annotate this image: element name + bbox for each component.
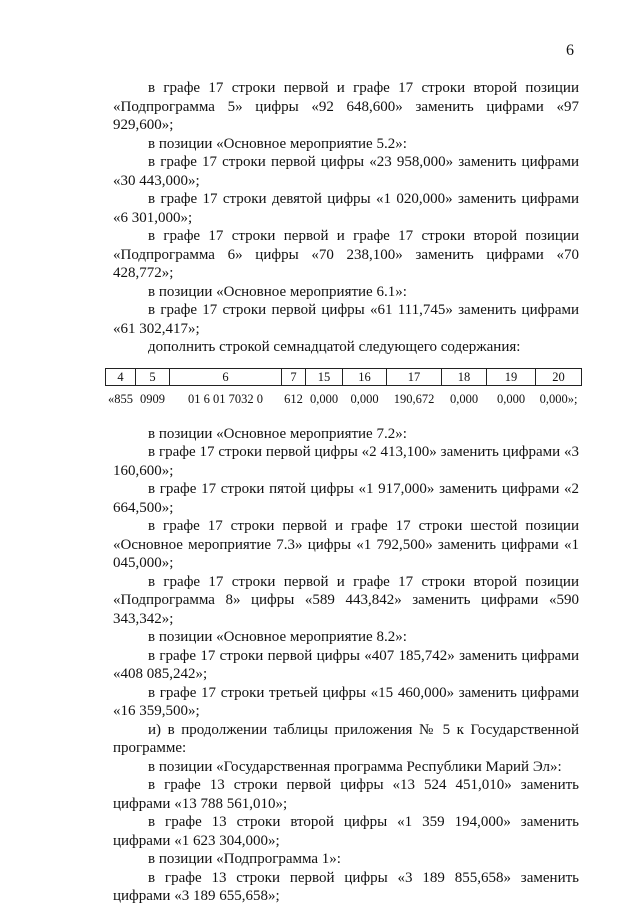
page-number: 6 [566, 42, 574, 59]
table-cell: 0,000 [449, 391, 479, 406]
paragraph: в графе 17 строки первой и графе 17 строки шестой позиции «Основное мероприятие 7.3» цифры «1 792,500» заменить цифрами «1 045,000»; [113, 518, 579, 571]
table-row [106, 385, 582, 412]
paragraph: в графе 17 строки третьей цифры «15 460,000» заменить цифрами «16 359,500»; [113, 684, 579, 719]
paragraph: в позиции «Основное мероприятие 5.2»: [148, 135, 407, 152]
table-header-cell: 20 [536, 368, 582, 385]
paragraphs-after [113, 425, 579, 906]
table-cell: 0,000»; [539, 391, 578, 406]
table-header-cell: 4 [106, 368, 136, 385]
paragraph: в графе 13 строки первой цифры «13 524 451,010» заменить цифрами «13 788 561,010»; [113, 777, 579, 812]
table-header-cell: 15 [306, 368, 343, 385]
budget-table [105, 368, 582, 412]
table-cell: 0,000 [496, 391, 526, 406]
table-cell: 01 6 01 7032 0 [188, 391, 263, 406]
paragraph: в позиции «Подпрограмма 1»: [148, 851, 341, 867]
paragraph: дополнить строкой семнадцатой следующего содержания: [148, 339, 521, 355]
paragraph: в графе 17 строки первой и графе 17 строки второй позиции «Подпрограмма 5» цифры «92 648,600» заменить цифрами «97 929,600»; [113, 80, 579, 133]
paragraph: в графе 17 строки первой цифры «61 111,745» заменить цифрами «61 302,417»; [113, 302, 579, 337]
paragraph: в позиции «Основное мероприятие 6.1»: [148, 283, 407, 300]
paragraph: в графе 17 строки первой цифры «407 185,742» заменить цифрами «408 085,242»; [113, 647, 579, 682]
table-header-cell: 6 [170, 368, 282, 385]
paragraphs-before [113, 79, 579, 357]
table-header-cell: 16 [343, 368, 387, 385]
table-header-cell: 5 [136, 368, 170, 385]
table-cell: «855 [108, 391, 133, 406]
paragraph: в позиции «Основное мероприятие 8.2»: [148, 629, 407, 645]
paragraph: в графе 13 строки первой цифры «3 189 855,658» заменить цифрами «3 189 655,658»; [113, 869, 579, 904]
table-header-cell: 17 [387, 368, 442, 385]
paragraph: в графе 17 строки пятой цифры «1 917,000» заменить цифрами «2 664,500»; [113, 481, 579, 516]
paragraph: в графе 13 строки второй цифры «1 359 194,000» заменить цифрами «1 623 304,000»; [113, 814, 579, 849]
table-cell: 0,000 [350, 391, 379, 406]
paragraph: в графе 17 строки девятой цифры «1 020,000» заменить цифрами «6 301,000»; [113, 191, 579, 226]
paragraph: в позиции «Государственная программа Республики Марий Эл»: [148, 758, 562, 775]
paragraph: в графе 17 строки первой и графе 17 строки второй позиции «Подпрограмма 8» цифры «589 443,842» заменить цифрами «590 343,342»; [113, 573, 579, 627]
table-header-row [106, 368, 582, 385]
table-header-cell: 7 [282, 368, 306, 385]
inserted-row-table [105, 368, 581, 412]
table-cell: 612 [284, 391, 303, 406]
table-cell: 0,000 [309, 391, 339, 406]
table-header-cell: 19 [487, 368, 536, 385]
table-cell: 0909 [140, 391, 165, 406]
paragraph: в графе 17 строки первой цифры «2 413,100» заменить цифрами «3 160,600»; [113, 444, 579, 479]
paragraph: в графе 17 строки первой цифры «23 958,000» заменить цифрами «30 443,000»; [113, 154, 579, 189]
paragraph: в позиции «Основное мероприятие 7.2»: [148, 425, 407, 442]
table-cell: 190,672 [393, 391, 435, 406]
table-header-cell: 18 [442, 368, 487, 385]
document-body [108, 79, 579, 906]
paragraph: в графе 17 строки первой и графе 17 строки второй позиции «Подпрограмма 6» цифры «70 238,100» заменить цифрами «70 428,772»; [113, 228, 579, 281]
paragraph: и) в продолжении таблицы приложения № 5 к Государственной программе: [113, 721, 579, 756]
